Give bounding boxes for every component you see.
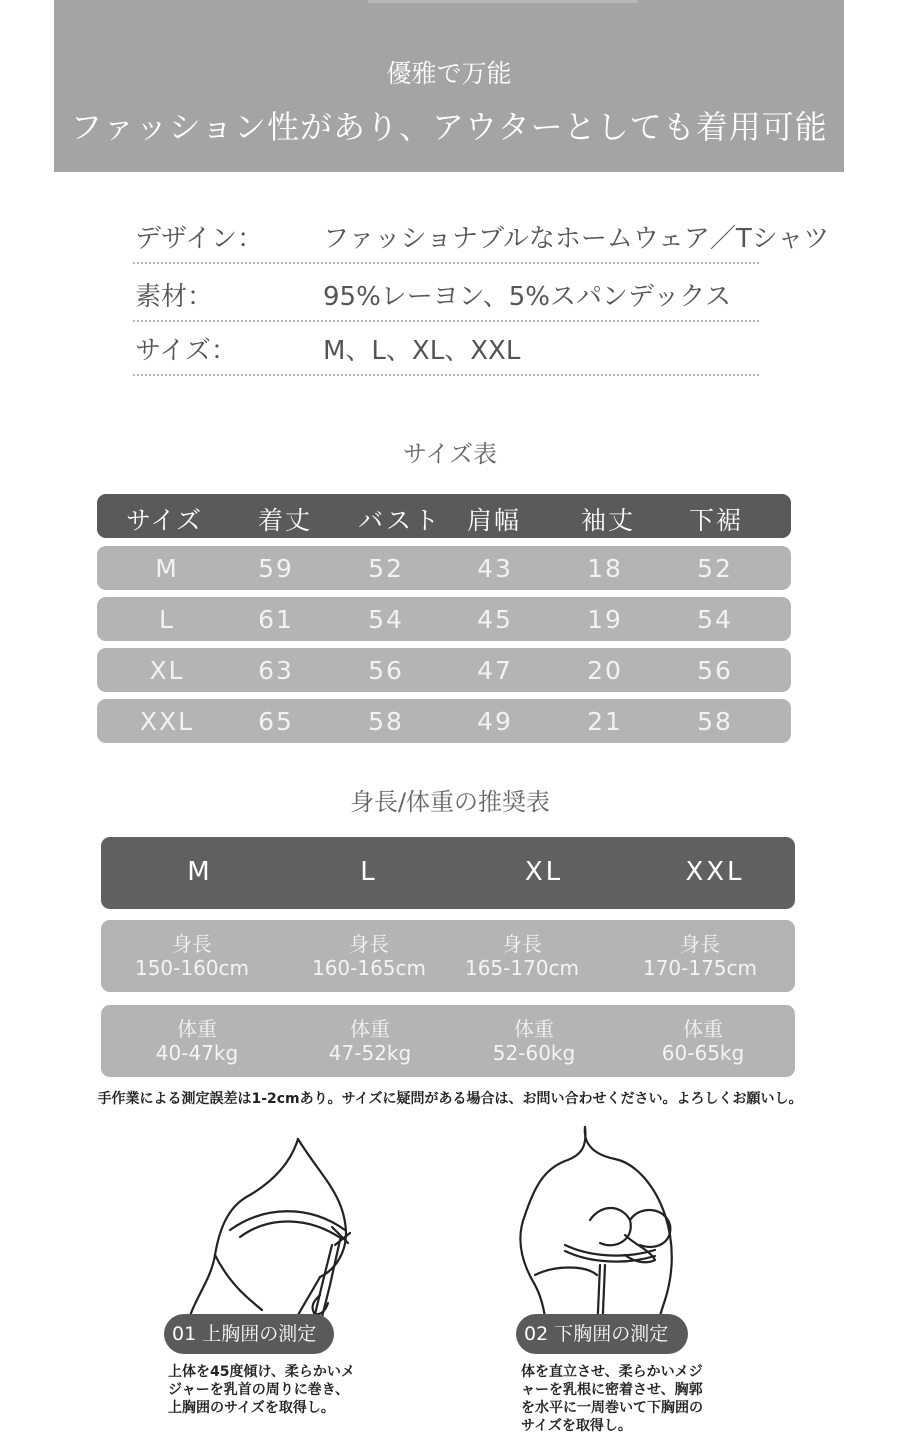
size-cell: 49 bbox=[477, 707, 513, 736]
weight-label: 体重 bbox=[350, 1017, 390, 1041]
size-chart-title: サイズ表 bbox=[402, 440, 498, 468]
size-cell: 47 bbox=[477, 656, 513, 685]
size-cell: 56 bbox=[697, 656, 733, 685]
size-chart-row bbox=[97, 699, 791, 743]
spec-row-material bbox=[133, 264, 759, 322]
size-cell: 54 bbox=[697, 605, 733, 634]
header-cell: 袖丈 bbox=[580, 506, 635, 535]
description-line: サイズを取得し。 bbox=[521, 1418, 632, 1434]
size-cell: 21 bbox=[587, 707, 623, 736]
size-cell: 56 bbox=[368, 656, 404, 685]
upper-bust-description bbox=[168, 1363, 355, 1417]
header-cell: サイズ bbox=[125, 506, 202, 535]
weight-value: 40-47kg bbox=[155, 1041, 239, 1065]
description-line: ャーを乳根に密着させ、胸郭 bbox=[521, 1382, 703, 1398]
spec-label: 素材： bbox=[135, 282, 214, 312]
header-cell: 肩幅 bbox=[466, 506, 521, 535]
recommend-size: L bbox=[360, 857, 378, 887]
size-cell: 59 bbox=[258, 554, 294, 583]
size-chart-row bbox=[97, 648, 791, 692]
weight-label: 体重 bbox=[683, 1017, 723, 1041]
banner-subtitle: 優雅で万能 bbox=[386, 59, 512, 88]
under-bust-measure-illustration bbox=[505, 1125, 705, 1335]
weight-value: 60-65kg bbox=[661, 1041, 745, 1065]
height-label: 身長 bbox=[502, 932, 542, 956]
size-cell: L bbox=[159, 605, 175, 634]
size-cell: 52 bbox=[368, 554, 404, 583]
recommend-size: XXL bbox=[685, 857, 745, 887]
height-value: 150-160cm bbox=[134, 956, 250, 980]
size-cell: 61 bbox=[258, 605, 294, 634]
upper-bust-label: 01 上胸囲の測定 bbox=[164, 1314, 334, 1354]
spec-label: デザイン： bbox=[135, 224, 264, 254]
size-cell: 45 bbox=[477, 605, 513, 634]
spec-value: M、L、XL、XXL bbox=[323, 336, 521, 366]
recommend-header bbox=[101, 837, 795, 909]
size-cell: 58 bbox=[368, 707, 404, 736]
recommend-size: XL bbox=[524, 857, 564, 887]
size-cell: 63 bbox=[258, 656, 294, 685]
weight-value: 52-60kg bbox=[492, 1041, 576, 1065]
size-cell: XXL bbox=[139, 707, 195, 736]
spec-row-size bbox=[133, 318, 759, 376]
height-label: 身長 bbox=[172, 932, 212, 956]
banner-top-line bbox=[368, 0, 638, 3]
size-cell: 20 bbox=[587, 656, 623, 685]
size-cell: 19 bbox=[587, 605, 623, 634]
size-chart-header bbox=[97, 494, 791, 538]
weight-label: 体重 bbox=[177, 1017, 217, 1041]
spec-value: 95%レーヨン、5%スパンデックス bbox=[323, 282, 732, 312]
weight-label: 体重 bbox=[514, 1017, 554, 1041]
banner-title: ファッション性があり、アウターとしても着用可能 bbox=[70, 108, 828, 146]
measurement-note: 手作業による測定誤差は1-2cmあり。サイズに疑問がある場合は、お問い合わせください。よろしくお願いし。 bbox=[97, 1091, 803, 1107]
description-line: ジャーを乳首の周りに巻き、 bbox=[168, 1382, 350, 1398]
header-cell: 下裾 bbox=[688, 506, 743, 535]
recommend-height-row bbox=[101, 920, 795, 992]
size-cell: 54 bbox=[368, 605, 404, 634]
size-chart-row bbox=[97, 597, 791, 641]
under-bust-label: 02 下胸囲の測定 bbox=[516, 1314, 688, 1354]
recommend-size: M bbox=[187, 857, 213, 887]
height-label: 身長 bbox=[349, 932, 389, 956]
header-cell: 着丈 bbox=[257, 506, 312, 535]
recommend-title: 身長/体重の推奨表 bbox=[349, 788, 551, 816]
description-line: 体を直立させ、柔らかいメジ bbox=[521, 1364, 703, 1380]
size-cell: 43 bbox=[477, 554, 513, 583]
upper-bust-measure-illustration bbox=[170, 1135, 390, 1335]
spec-row-design bbox=[133, 206, 830, 264]
size-cell: 18 bbox=[587, 554, 623, 583]
recommend-weight-row bbox=[101, 1005, 795, 1077]
height-value: 160-165cm bbox=[311, 956, 427, 980]
weight-value: 47-52kg bbox=[328, 1041, 412, 1065]
spec-label: サイズ： bbox=[135, 336, 237, 366]
size-cell: 65 bbox=[258, 707, 294, 736]
size-cell: M bbox=[155, 554, 179, 583]
size-cell: 58 bbox=[697, 707, 733, 736]
height-value: 170-175cm bbox=[642, 956, 758, 980]
size-cell: 52 bbox=[697, 554, 733, 583]
description-line: を水平に一周巻いて下胸囲の bbox=[521, 1400, 703, 1416]
header-cell: バスト bbox=[357, 506, 442, 535]
spec-value: ファッショナブルなホームウェア／Tシャツ bbox=[323, 224, 830, 254]
description-line: 上胸囲のサイズを取得し。 bbox=[168, 1400, 335, 1416]
size-cell: XL bbox=[149, 656, 185, 685]
under-bust-description bbox=[521, 1363, 703, 1435]
size-chart-row bbox=[97, 546, 791, 590]
height-label: 身長 bbox=[680, 932, 720, 956]
description-line: 上体を45度傾け、柔らかいメ bbox=[168, 1364, 355, 1380]
height-value: 165-170cm bbox=[464, 956, 580, 980]
